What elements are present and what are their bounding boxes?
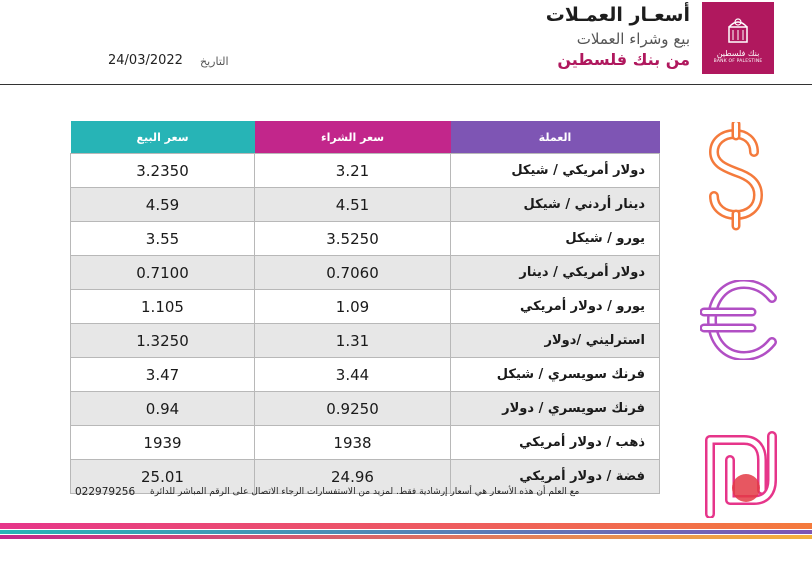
dollar-icon: [700, 122, 772, 232]
bank-line: من بنك فلسطين: [557, 50, 690, 69]
currency-cell: دولار أمريكي / دينار: [451, 256, 660, 290]
footer-stripe-top: [0, 523, 812, 529]
currency-cell: فرنك سويسري / شيكل: [451, 358, 660, 392]
table-row: [71, 256, 660, 290]
footer-stripe-mid: [0, 530, 812, 534]
table-row: [71, 222, 660, 256]
currency-cell: فرنك سويسري / دولار: [451, 392, 660, 426]
buy-cell: 3.44: [255, 358, 451, 392]
buy-cell: 1938: [255, 426, 451, 460]
table-row: [71, 324, 660, 358]
logo-name-ar: بنك فلسطين: [716, 48, 760, 58]
table-row: [71, 358, 660, 392]
currency-cell: فضة / دولار أمريكي: [451, 460, 660, 494]
date-value: 24/03/2022: [108, 53, 183, 68]
buy-cell: 24.96: [255, 460, 451, 494]
table-header-row: [71, 121, 660, 154]
header-currency: العملة: [451, 121, 660, 154]
footer-stripe-bottom: [0, 535, 812, 539]
table-row: [71, 290, 660, 324]
logo-name-en: BANK OF PALESTINE: [713, 58, 763, 64]
buy-cell: 1.09: [255, 290, 451, 324]
page-subtitle: بيع وشراء العملات: [576, 30, 690, 48]
sell-cell: 1.3250: [71, 324, 255, 358]
sell-cell: 1.105: [71, 290, 255, 324]
buy-cell: 3.21: [255, 154, 451, 188]
bank-emblem-icon: [721, 13, 755, 47]
euro-icon: [700, 280, 780, 360]
page-title: أسعـار العمـلات: [545, 4, 690, 26]
sell-cell: 3.47: [71, 358, 255, 392]
currency-cell: استرليني /دولار: [451, 324, 660, 358]
buy-cell: 4.51: [255, 188, 451, 222]
bank-logo: [702, 2, 774, 74]
header-divider: [0, 84, 812, 85]
table-row: [71, 188, 660, 222]
sell-cell: 3.2350: [71, 154, 255, 188]
currency-cell: يورو / دولار أمريكي: [451, 290, 660, 324]
footer-note: مع العلم أن هذه الأسعار هي أسعار إرشادية فقط. لمزيد من الاستفسارات الرجاء الاتصال على الرقم المباشر للدائرة: [150, 487, 580, 497]
table-row: [71, 154, 660, 188]
header-buy: سعر الشراء: [255, 121, 451, 154]
buy-cell: 1.31: [255, 324, 451, 358]
currency-cell: يورو / شيكل: [451, 222, 660, 256]
sell-cell: 3.55: [71, 222, 255, 256]
currency-cell: دولار أمريكي / شيكل: [451, 154, 660, 188]
sell-cell: 4.59: [71, 188, 255, 222]
buy-cell: 3.5250: [255, 222, 451, 256]
sell-cell: 0.94: [71, 392, 255, 426]
buy-cell: 0.7060: [255, 256, 451, 290]
currency-cell: ذهب / دولار أمريكي: [451, 426, 660, 460]
table-row: [71, 426, 660, 460]
footer-phone: 022979256: [75, 486, 136, 498]
shekel-icon: [700, 430, 780, 518]
sell-cell: 0.7100: [71, 256, 255, 290]
sell-cell: 1939: [71, 426, 255, 460]
table-row: [71, 392, 660, 426]
sell-cell: 25.01: [71, 460, 255, 494]
buy-cell: 0.9250: [255, 392, 451, 426]
rates-table: [70, 121, 660, 494]
date-label: التاريخ: [200, 55, 229, 68]
header-sell: سعر البيع: [71, 121, 255, 154]
currency-cell: دينار أردني / شيكل: [451, 188, 660, 222]
